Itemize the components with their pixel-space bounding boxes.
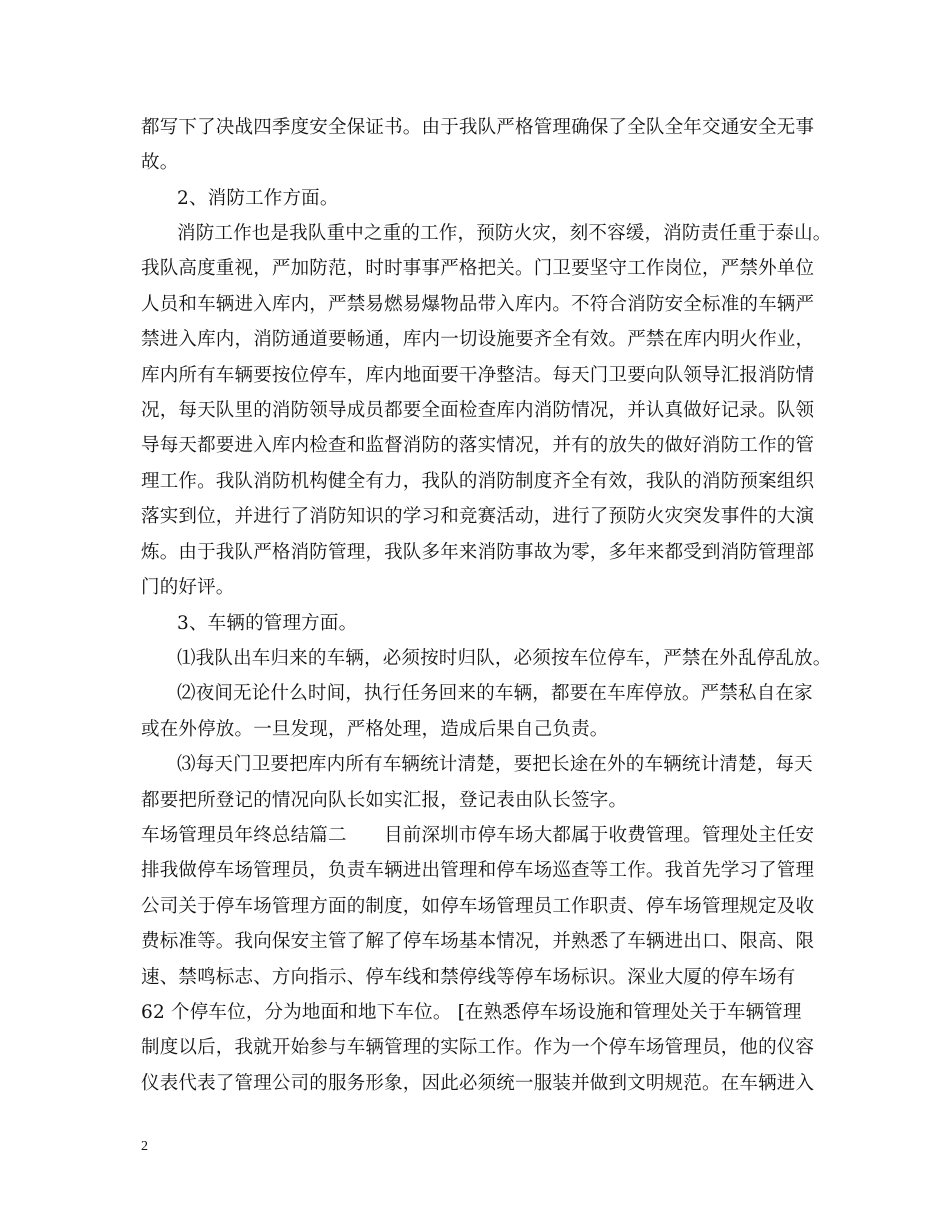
list-item: ⑴我队出车归来的车辆，必须按时归队，必须按车位停车，严禁在外乱停乱放。 (177, 648, 832, 669)
text-line: 62 个停车位，分为地面和地下车位。 [在熟悉停车场设施和管理处关于车辆管理 (141, 1002, 802, 1023)
text-line: 落实到位，并进行了消防知识的学习和竞赛活动，进行了预防火灾突发事件的大演 (141, 506, 815, 527)
text-line: 门的好评。 (141, 577, 235, 598)
text-line: 公司关于停车场管理方面的制度，如停车场管理员工作职责、停车场管理规定及收 (141, 896, 815, 917)
list-item: ⑶每天门卫要把库内所有车辆统计清楚，要把长途在外的车辆统计清楚，每天 (177, 754, 813, 775)
text-line: 消防工作也是我队重中之重的工作，预防火灾，刻不容缓，消防责任重于泰山。 (177, 223, 832, 244)
text-line: 况，每天队里的消防领导成员都要全面检查库内消防情况，并认真做好记录。队领 (141, 400, 815, 421)
text-line: 人员和车辆进入库内，严禁易燃易爆物品带入库内。不符合消防安全标准的车辆严 (141, 294, 815, 315)
text-line: 都写下了决战四季度安全保证书。由于我队严格管理确保了全队全年交通安全无事 (141, 117, 815, 138)
text-line: 都要把所登记的情况向队长如实汇报，登记表由队长签字。 (141, 790, 628, 811)
text-line: 仪表代表了管理公司的服务形象，因此必须统一服装并做到文明规范。在车辆进入 (141, 1073, 815, 1094)
text-line: 或在外停放。一旦发现，严格处理，造成后果自己负责。 (141, 719, 609, 740)
text-line: 我队高度重视，严加防范，时时事事严格把关。门卫要坚守工作岗位，严禁外单位 (141, 258, 815, 279)
text-line: 炼。由于我队严格消防管理，我队多年来消防事故为零，多年来都受到消防管理部 (141, 542, 815, 563)
text-line: 速、禁鸣标志、方向指示、停车线和禁停线等停车场标识。深业大厦的停车场有 (141, 967, 796, 988)
text-line: 车场管理员年终总结篇二 目前深圳市停车场大都属于收费管理。管理处主任安 (141, 825, 815, 846)
text-line: 制度以后，我就开始参与车辆管理的实际工作。作为一个停车场管理员，他的仪容 (141, 1037, 815, 1058)
page-number: 2 (141, 1139, 148, 1154)
text-line: 排我做停车场管理员，负责车辆进出管理和停车场巡查等工作。我首先学习了管理 (141, 860, 815, 881)
text-line: 导每天都要进入库内检查和监督消防的落实情况，并有的放失的做好消防工作的管 (141, 435, 815, 456)
text-line: 费标准等。我向保安主管了解了停车场基本情况，并熟悉了车辆进出口、限高、限 (141, 931, 815, 952)
text-line: 故。 (141, 152, 179, 173)
text-line: 库内所有车辆要按位停车，库内地面要干净整洁。每天门卫要向队领导汇报消防情 (141, 365, 815, 386)
text-line: 理工作。我队消防机构健全有力，我队的消防制度齐全有效，我队的消防预案组织 (141, 471, 815, 492)
text-line: 禁进入库内，消防通道要畅通，库内一切设施要齐全有效。严禁在库内明火作业， (141, 329, 815, 350)
section-heading: 3、车辆的管理方面。 (177, 613, 358, 634)
list-item: ⑵夜间无论什么时间，执行任务回来的车辆，都要在车库停放。严禁私自在家 (177, 683, 813, 704)
section-heading: 2、消防工作方面。 (177, 188, 339, 209)
